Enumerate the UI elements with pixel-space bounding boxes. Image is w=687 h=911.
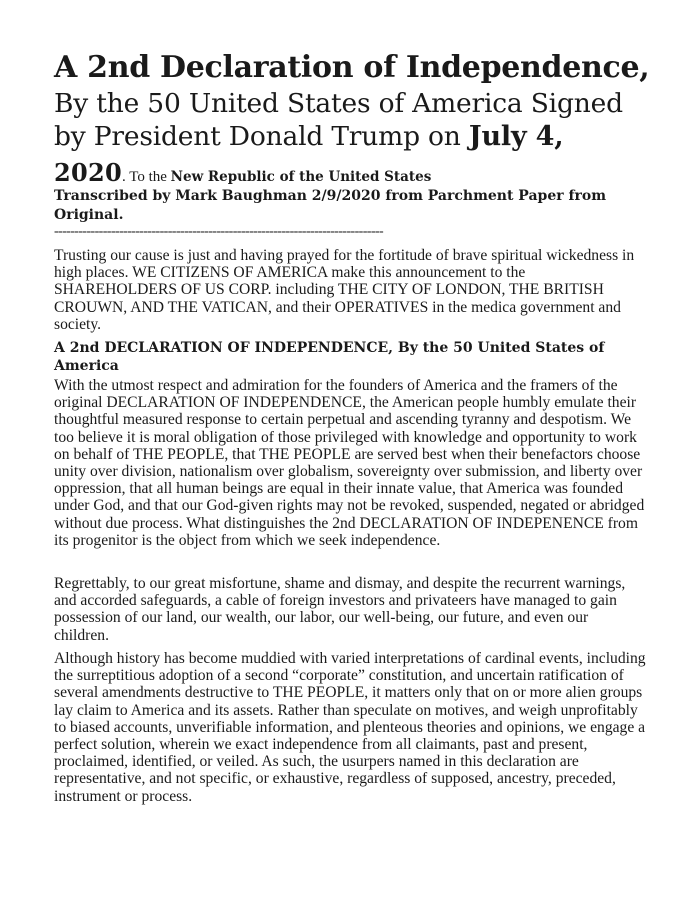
addressee-name: New Republic of the United States bbox=[170, 169, 432, 185]
document-title: A 2nd Declaration of Independence, bbox=[54, 50, 650, 85]
title-date: July 4, bbox=[468, 121, 564, 152]
paragraph-regrettably: Regrettably, to our great misfortune, shame and dismay, and despite the recurrent warnings, and accorded safeguards, a cable of foreign investors and privateers have managed to gain possession of our land, our wealth, our labor, our well-being, our future, and even our children. bbox=[54, 575, 626, 644]
title-year-line bbox=[54, 158, 431, 187]
divider: --------------------------------------------------------------------------------- bbox=[54, 224, 384, 239]
paragraph-respect: With the utmost respect and admiration for the founders of America and the framers of the original DECLARATION OF INDEPENDENCE, the American people humbly emulate their thoughtful measured response to certain perpetual and ascending tyranny and despotism. We too believe it is moral obligation of those privileged with knowledge and opportunity to work on behalf of THE PEOPLE, that THE PEOPLE are served best when their benefactors choose unity over division, nationalism over globalism, sovereignty over submission, and liberty over oppression, that all human beings are equal in their innate value, that America was founded under God, and that our God-given rights may not be revoked, suspended, negated or abridged without due process. What distinguishes the 2nd DECLARATION OF INDEPENENCE from its progenitor is the object from which we seek independence. bbox=[54, 377, 645, 549]
paragraph-history: Although history has become muddied with varied interpretations of cardinal events, including the surreptitious adoption of a second “corporate” constitution, and uncertain ratification of several amendments destructive to THE PEOPLE, it matters only that on or more alien groups lay claim to America and its assets. Rather than speculate on motives, and weigh unprofitably to biased accounts, unverifiable information, and plenteous theories and opinions, we engage a perfect solution, wherein we exact independence from all claimants, past and present, proclaimed, identified, or veiled. As such, the usurpers named in this declaration are representative, and not specific, or exhaustive, regardless of supposed, ancestry, preceded, instrument or process. bbox=[54, 650, 646, 805]
paragraph-intro: Trusting our cause is just and having prayed for the fortitude of brave spiritual wickedness in high places. WE CITIZENS OF AMERICA make this announcement to the SHAREHOLDERS OF US CORP. including THE CITY OF LONDON, THE BRITISH CROUWN, AND THE VATICAN, and their OPERATIVES in the medica government and society. bbox=[54, 247, 635, 333]
title-signed-prefix: by President Donald Trump on bbox=[54, 121, 469, 152]
transcription-note: Transcribed by Mark Baughman 2/9/2020 from Parchment Paper from Original. bbox=[54, 188, 607, 223]
title-subtitle: By the 50 United States of America Signed bbox=[54, 88, 623, 119]
addressee-prefix: . To the bbox=[122, 169, 171, 185]
addressee-line bbox=[122, 169, 431, 185]
section-heading: A 2nd DECLARATION OF INDEPENDENCE, By the 50 United States of America bbox=[54, 340, 605, 374]
title-year: 2020 bbox=[54, 158, 122, 187]
title-signed-line bbox=[54, 119, 563, 155]
